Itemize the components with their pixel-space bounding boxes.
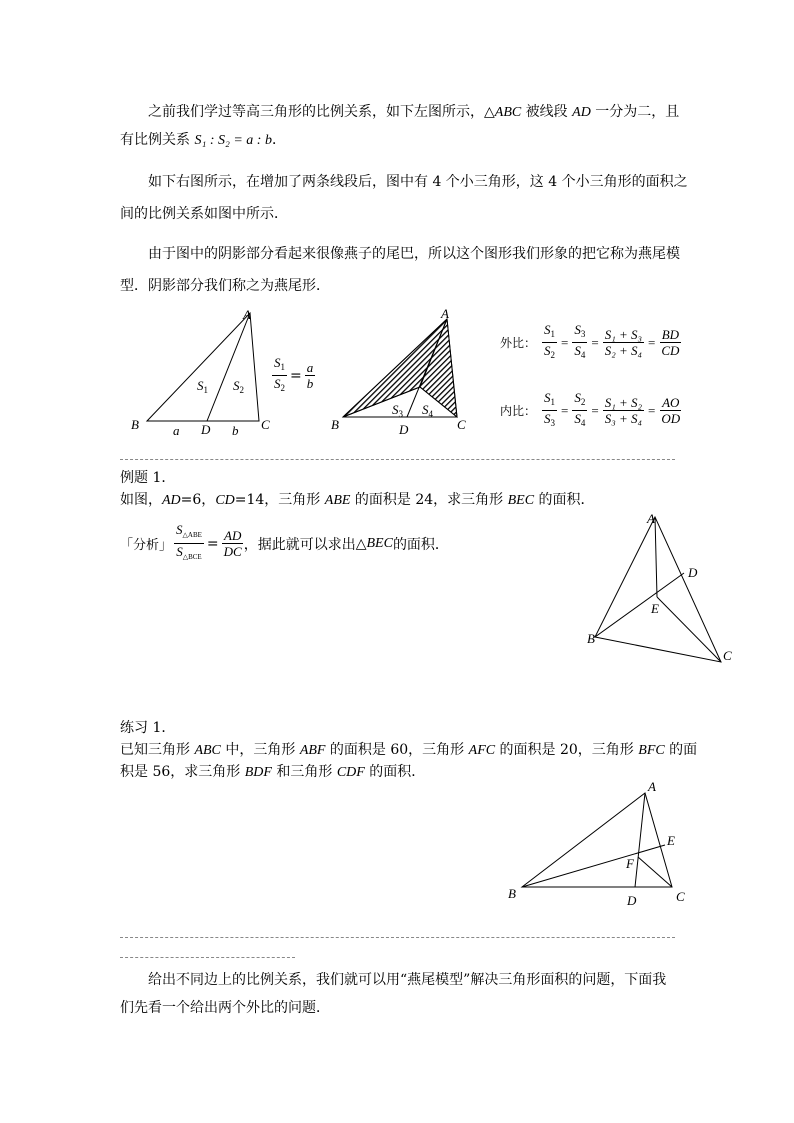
label-d: D [627, 893, 637, 908]
inner-ratio-label: 内比： [500, 404, 537, 418]
intro-text: 间的比例关系如图中所示． [120, 206, 288, 222]
var-ad: AD [572, 105, 591, 120]
label-e: E [667, 833, 675, 848]
label-s2: $S_2$ [233, 378, 244, 395]
segment-be [522, 845, 665, 887]
triangle-abc [147, 313, 259, 421]
label-s3: $S_3$ [392, 402, 403, 419]
label-d: D [688, 565, 698, 580]
example1-analysis: 「分析」 $\frac{S_{\triangle ABE}}{S_{\triangle BCE}}$ = $\frac{AD}{DC}$ ，据此就可以求出 △ BEC 的面积． [120, 522, 449, 565]
fraction-area-ratio: $\frac{S_{\triangle ABE}}{S_{\triangle BCE}}$ [176, 522, 202, 561]
fraction-ad-dc: $\frac{AD}{DC}$ [223, 528, 242, 559]
label-segment-b: b [232, 423, 239, 438]
segment-ad [635, 793, 645, 887]
figure-equal-height-triangle [125, 305, 275, 440]
intro-text: 如下右图所示，在增加了两条线段后，图中有 4 个小三角形，这 4 个小三角形的面积之 [148, 174, 688, 190]
intro-text: 被线段 [521, 104, 573, 120]
closing-paragraph: 给出不同边上的比例关系，我们就可以用“燕尾模型”解决三角形面积的问题，下面我 [148, 972, 667, 988]
section-divider [120, 459, 675, 460]
label-a: A [441, 306, 449, 321]
label-c: C [261, 417, 270, 432]
intro-text: 有比例关系 [120, 132, 195, 148]
practice1-title: 练习 1． [120, 720, 176, 736]
intro-text: ． [271, 132, 286, 148]
intro-paragraph-2 [120, 168, 688, 196]
intro-paragraph-1 [120, 98, 680, 127]
label-a: A [243, 307, 251, 322]
label-c: C [457, 417, 466, 432]
label-f: F [626, 856, 634, 871]
example1-question: 如图，AD=6，CD=14，三角形 ABE 的面积是 24，求三角形 BEC 的面积． [120, 492, 595, 508]
intro-paragraph-2-line2 [120, 200, 680, 228]
example1-title: 例题 1． [120, 470, 176, 486]
practice1-figure [500, 775, 700, 910]
outer-ratio-formula: 外比： $\frac{S_1}{S_2}$ = $\frac{S_3}{S_4}$ = $\frac{\text{S₁ + S₃}}{\text{S₂ + S₄}}$ = $\frac{BD}{CD}$ [500, 322, 680, 360]
label-b: B [587, 631, 595, 646]
intro-paragraph-3 [120, 240, 680, 268]
practice1-line1: 已知三角形 ABC 中，三角形 ABF 的面积是 60，三角形 AFC 的面积是 20，三角形 BFC 的面 [120, 742, 698, 758]
label-segment-a: a [173, 423, 180, 438]
label-a: A [648, 779, 656, 794]
section-divider-short [120, 957, 295, 958]
label-b: B [331, 417, 339, 432]
var-abc: ABC [494, 105, 522, 120]
label-d: D [201, 422, 211, 437]
triangle-symbol: △ [484, 104, 495, 120]
label-b: B [131, 417, 139, 432]
segment-bd [595, 573, 684, 637]
label-c: C [676, 889, 685, 904]
fraction-a-b: $\frac{a}{b}$ [306, 360, 314, 391]
segment-ae [655, 517, 657, 597]
label-s1: $S_1$ [197, 378, 208, 395]
label-b: B [508, 886, 516, 901]
fraction-s1-s2: $\frac{S_1}{S_2}$ [274, 355, 285, 393]
label-s4: $S_4$ [422, 402, 433, 419]
label-d: D [399, 422, 409, 437]
intro-paragraph-1-line2 [120, 126, 680, 155]
section-divider [120, 937, 675, 938]
segment-ec [657, 597, 721, 662]
analysis-label: 「分析」 [120, 538, 173, 553]
triangle-abc [522, 793, 672, 887]
segment-fc [638, 857, 672, 887]
segment-ad [207, 313, 250, 421]
intro-text: 之前我们学过等高三角形的比例关系，如下左图所示， [148, 104, 484, 120]
outer-ratio-label: 外比： [500, 336, 537, 350]
intro-text: 型．阴影部分我们称之为燕尾形． [120, 278, 330, 294]
intro-text: 由于图中的阴影部分看起来很像燕子的尾巴，所以这个图形我们形象的把它称为燕尾模 [148, 246, 680, 262]
practice1-line2: 积是 56，求三角形 BDF 和三角形 CDF 的面积． [120, 764, 426, 780]
intro-paragraph-3-line2 [120, 272, 680, 300]
inner-ratio-formula: 内比： $\frac{S_1}{S_3}$ = $\frac{S_2}{S_4}$ = $\frac{\text{S₁ + S₂}}{\text{S₃ + S₄}}$ = $\frac{AO}{OD}$ [500, 390, 681, 428]
triangle-abc [595, 517, 721, 662]
label-e: E [651, 601, 659, 616]
figure1-ratio [272, 355, 315, 396]
equals-sign: = [290, 367, 302, 384]
closing-paragraph-line2: 们先看一个给出两个外比的问题． [120, 1000, 330, 1016]
label-c: C [723, 648, 732, 663]
example1-figure [585, 505, 735, 675]
figure-swallowtail-model [325, 305, 475, 440]
area-relation: S₁ : S₂ = a : b [194, 133, 272, 148]
label-a: A [647, 511, 655, 526]
intro-text: 一分为二，且 [590, 104, 680, 120]
